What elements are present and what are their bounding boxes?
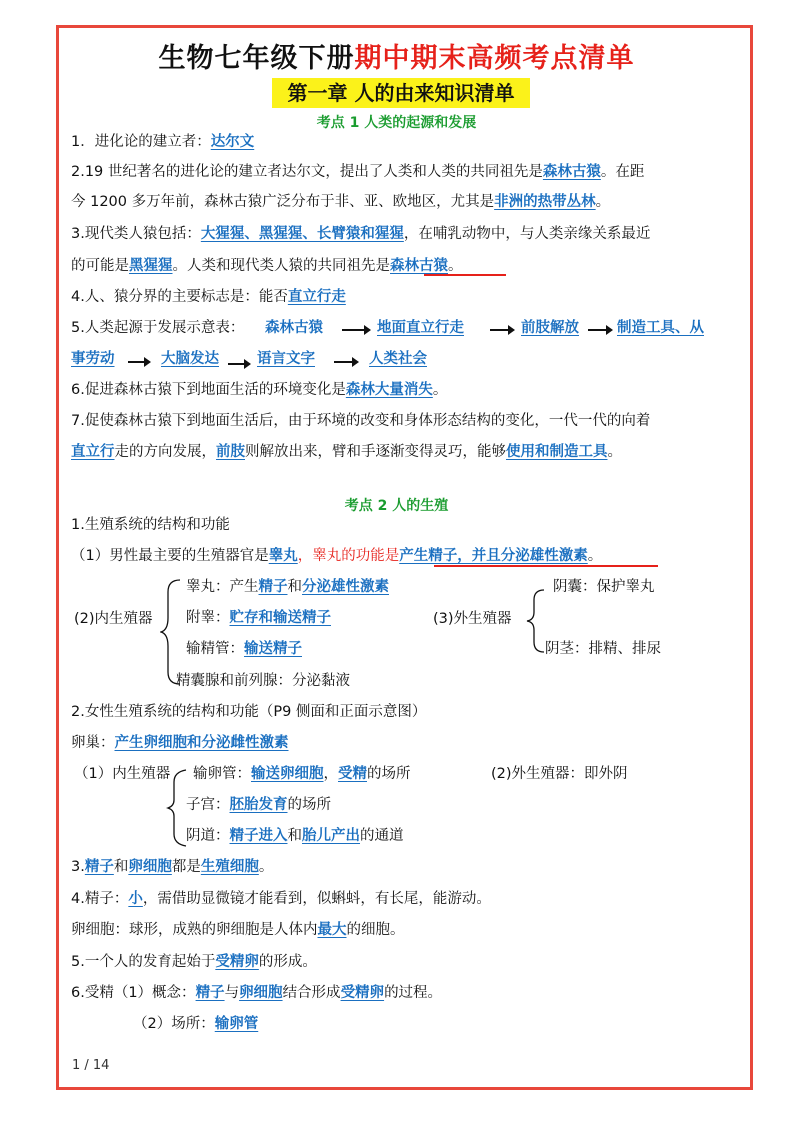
organ-row: 精囊腺和前列腺：分泌黏液	[176, 673, 350, 689]
arrow-icon	[128, 361, 146, 363]
line: （1）男性最主要的生殖器官是睾丸，睾丸的功能是产生精子，并且分泌雄性激素。	[71, 548, 603, 564]
chapter-heading: 第一章 人的由来知识清单	[272, 78, 530, 108]
line: 1．进化论的建立者：达尔文	[71, 134, 255, 150]
organ-row: 附睾：贮存和输送精子	[186, 610, 331, 626]
flow-step: 前肢解放	[521, 320, 579, 336]
organ-row: 阴茎：排精、排尿	[545, 641, 661, 657]
organ-row: 输精管：输送精子	[186, 641, 302, 657]
flow-step: 事劳动	[71, 351, 115, 367]
line: 6.受精（1）概念：精子与卵细胞结合形成受精卵的过程。	[71, 985, 443, 1001]
brace-icon	[166, 768, 188, 848]
red-underline	[434, 565, 658, 567]
line: 3.精子和卵细胞都是生殖细胞。	[71, 859, 274, 875]
flow-step: 大脑发达	[161, 351, 219, 367]
arrow-icon	[228, 363, 246, 365]
page-number: 1 / 14	[72, 1058, 110, 1073]
inner-organs-label: (2)内生殖器	[74, 611, 153, 627]
line: 6.促进森林古猿下到地面生活的环境变化是森林大量消失。	[71, 382, 448, 398]
title-black: 生物七年级下册	[158, 43, 355, 74]
page-title	[0, 36, 793, 75]
organ-row: 子宫：胚胎发育的场所	[186, 797, 331, 813]
line: 2.19 世纪著名的进化论的建立者达尔文，提出了人类和人类的共同祖先是森林古猿。在距	[71, 164, 645, 180]
outer-organs-label: (3)外生殖器	[433, 611, 512, 627]
line: 2.女性生殖系统的结构和功能（P9 侧面和正面示意图）	[71, 704, 427, 720]
arrow-icon	[342, 329, 366, 331]
line: 卵巢：产生卵细胞和分泌雌性激素	[71, 735, 289, 751]
title-red: 期中期末高频考点清单	[354, 43, 635, 74]
line: 4.人、猿分界的主要标志是：能否直立行走	[71, 289, 346, 305]
flow-label: 5.人类起源于发展示意表：	[71, 320, 245, 336]
line: 直立行走的方向发展，前肢则解放出来，臂和手逐渐变得灵巧，能够使用和制造工具。	[71, 444, 622, 460]
section-heading-1: 考点 1 人类的起源和发展	[316, 115, 477, 131]
line: 5.一个人的发育起始于受精卵的形成。	[71, 954, 317, 970]
flow-step: 地面直立行走	[377, 320, 464, 336]
line: 卵细胞：球形，成熟的卵细胞是人体内最大的细胞。	[71, 922, 405, 938]
organ-row: 阴道：精子进入和胎儿产出的通道	[186, 828, 404, 844]
line: 今 1200 多万年前，森林古猿广泛分布于非、亚、欧地区，尤其是非洲的热带丛林。	[71, 194, 611, 210]
line: 4.精子：小，需借助显微镜才能看到，似蝌蚪，有长尾，能游动。	[71, 891, 491, 907]
line: （2）场所：输卵管	[133, 1016, 259, 1032]
arrow-icon	[588, 329, 608, 331]
flow-step: 语言文字	[257, 351, 315, 367]
section-heading-2: 考点 2 人的生殖	[344, 498, 449, 514]
organ-row: 输卵管：输送卵细胞，受精的场所	[193, 766, 411, 782]
line: 7.促使森林古猿下到地面生活后，由于环境的改变和身体形态结构的变化，一代一代的向着	[71, 413, 651, 429]
brace-icon	[160, 578, 184, 686]
line: 的可能是黑猩猩。人类和现代类人猿的共同祖先是森林古猿。	[71, 258, 463, 274]
line: 3.现代类人猿包括：大猩猩、黑猩猩、长臂猿和猩猩，在哺乳动物中，与人类亲缘关系最近	[71, 226, 651, 242]
female-outer-label: (2)外生殖器：即外阴	[491, 766, 628, 782]
arrow-icon	[490, 329, 510, 331]
organ-row: 睾丸：产生精子和分泌雄性激素	[186, 579, 389, 595]
flow-step: 森林古猿	[265, 320, 323, 336]
organ-row: 阴囊：保护睾丸	[553, 579, 655, 595]
red-underline	[424, 274, 506, 276]
line: 1.生殖系统的结构和功能	[71, 517, 230, 533]
female-inner-label: （1）内生殖器	[74, 766, 171, 782]
flow-step: 人类社会	[369, 351, 427, 367]
arrow-icon	[334, 361, 354, 363]
flow-step: 制造工具、从	[617, 320, 704, 336]
